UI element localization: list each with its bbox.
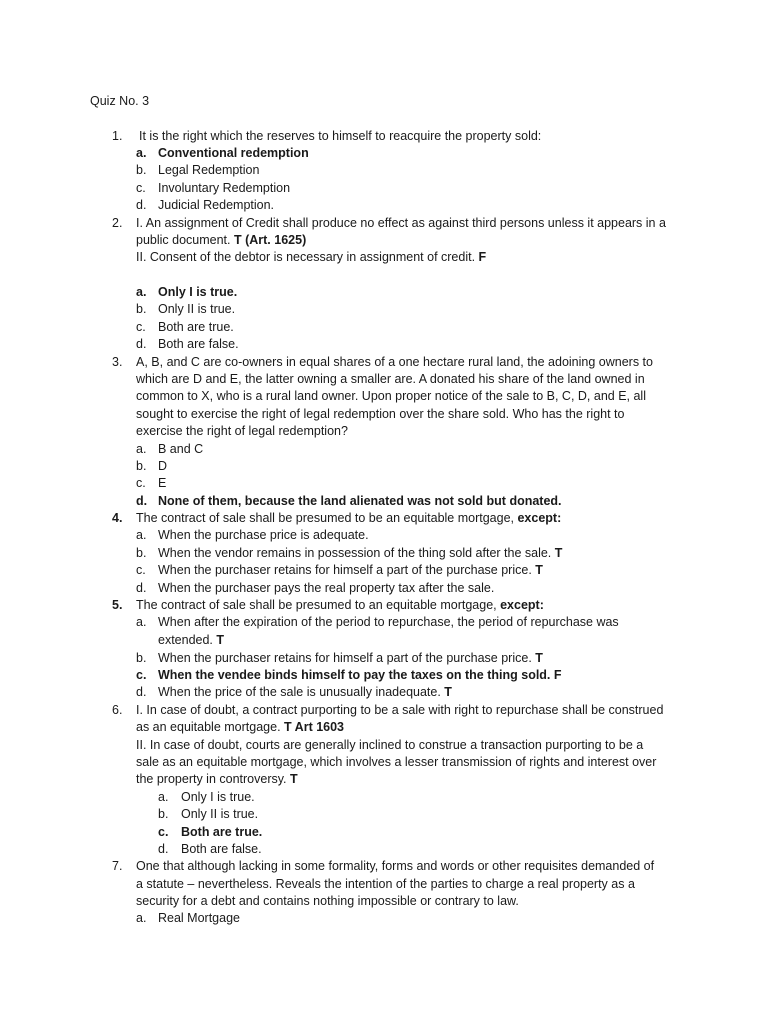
question-number: 7. xyxy=(112,859,123,873)
question-text: One that although lacking in some formality, forms and words or other requisites demanded of xyxy=(136,859,655,873)
question-text-line: as an equitable mortgage. T Art 1603 xyxy=(136,720,345,734)
question-text-line: public document. T (Art. 1625) xyxy=(136,233,307,247)
question-text-line: security for a debt and contains nothing impossible or contrary to law. xyxy=(136,894,519,908)
document-page: Quiz No. 3 1. It is the right which the reserves to himself to reacquire the property sold: a. Conventional redemption b. Legal Redemption c. Involuntary Redemption d. Judicial Redemption. 2. I. An assignment of Credit shall produce no effect as against third persons unless it appears in a public document. T (Art. 1625) II. Consent of the debtor is necessary in assignment of credit. F a. Only I is true. b. Only II is true. c. Both are true. d. Both are false. 3. A, B, and C are co-owners in equal shares of a one hectare rural land, the adoining owners to which are D and E, the latter owning a smaller are. A donated his share of the land owned in common to X, who is a rural land owner. Upon proper notice of the sale to B, C, D, and E, all sought to exercise the right of legal redemption over the share sold. Who has the right to exercise the right of legal redemption? a. B and C b. D c. E d. None of them, because the land alienated was not sold but donated. 4. The contract of sale shall be presumed to be an equitable mortgage, except: a. When the purchase price is adequate. b. When the vendor remains in possession of the thing sold after the sale. T c. When the purchaser retains for himself a part of the purchase price. T d. When the purchaser pays the real property tax after the sale. 5. The contract of sale shall be presumed to an equitable mortgage, except: a. When after the expiration of the period to repurchase, the period of repurchase was extended. T b. When the purchaser retains for himself a part of the purchase price. T c. When the vendee binds himself to pay the taxes on the thing sold. F d. When the price of the sale is unusually inadequate. T 6. I. In case of doubt, a contract purporting to be a sale with right to repurchase shall be construed as an equitable mortgage. T Art 1603 II. In case of doubt, courts are generally inclined to construe a transaction purporting to be a sale as an equitable mortgage, which involves a lesser transmission of rights and interest over the property in controversy. T a. Only I is true. b. Only II is true. c. Both are true. d. Both are false. 7. One that although lacking in some formality, forms and words or other requisites demanded of a statute – nevertheless. Reveals the intention of the parties to charge a real property as a security for a debt and contains nothing impossible or contrary to law. a. Real Mortgage xyxy=(0,0,768,1024)
question-text: It is the right which the reserves to himself to reacquire the property sold: xyxy=(139,129,542,143)
question-text: A, B, and C are co-owners in equal shares of a one hectare rural land, the adoining owners to xyxy=(136,355,653,369)
question-number: 1. xyxy=(112,129,123,143)
question-text: I. An assignment of Credit shall produce no effect as against third persons unless it appears in a xyxy=(136,216,666,230)
question-number: 4. xyxy=(112,511,123,525)
question-text-line: sale as an equitable mortgage, which involves a lesser transmission of rights and interest over xyxy=(136,755,657,769)
question-text: I. In case of doubt, a contract purporting to be a sale with right to repurchase shall be construed xyxy=(136,703,664,717)
question-number: 3. xyxy=(112,355,123,369)
question-text-line: sought to exercise the right of legal redemption over the share sold. Who has the right to xyxy=(136,407,625,421)
question-number: 5. xyxy=(112,598,123,612)
question-text-line: the property in controversy. T xyxy=(136,772,298,786)
question-text-line: II. In case of doubt, courts are generally inclined to construe a transaction purporting to be a xyxy=(136,738,644,752)
question-number: 2. xyxy=(112,216,123,230)
question-text-line: a statute – nevertheless. Reveals the intention of the parties to charge a real property as a xyxy=(136,877,635,891)
question-text-line: common to X, who is a rural land owner. Upon proper notice of the sale to B, C, D, and E, all xyxy=(136,389,646,403)
question-text: The contract of sale shall be presumed to an equitable mortgage, except: xyxy=(136,598,544,612)
question-text-line: II. Consent of the debtor is necessary in assignment of credit. F xyxy=(136,250,487,264)
question-text: The contract of sale shall be presumed to be an equitable mortgage, except: xyxy=(136,511,562,525)
question-text-line: exercise the right of legal redemption? xyxy=(136,424,348,438)
question-text-line: which are D and E, the latter owning a smaller are. A donated his share of the land owned in xyxy=(136,372,645,386)
quiz-title: Quiz No. 3 xyxy=(90,94,150,108)
question-number: 6. xyxy=(112,703,123,717)
